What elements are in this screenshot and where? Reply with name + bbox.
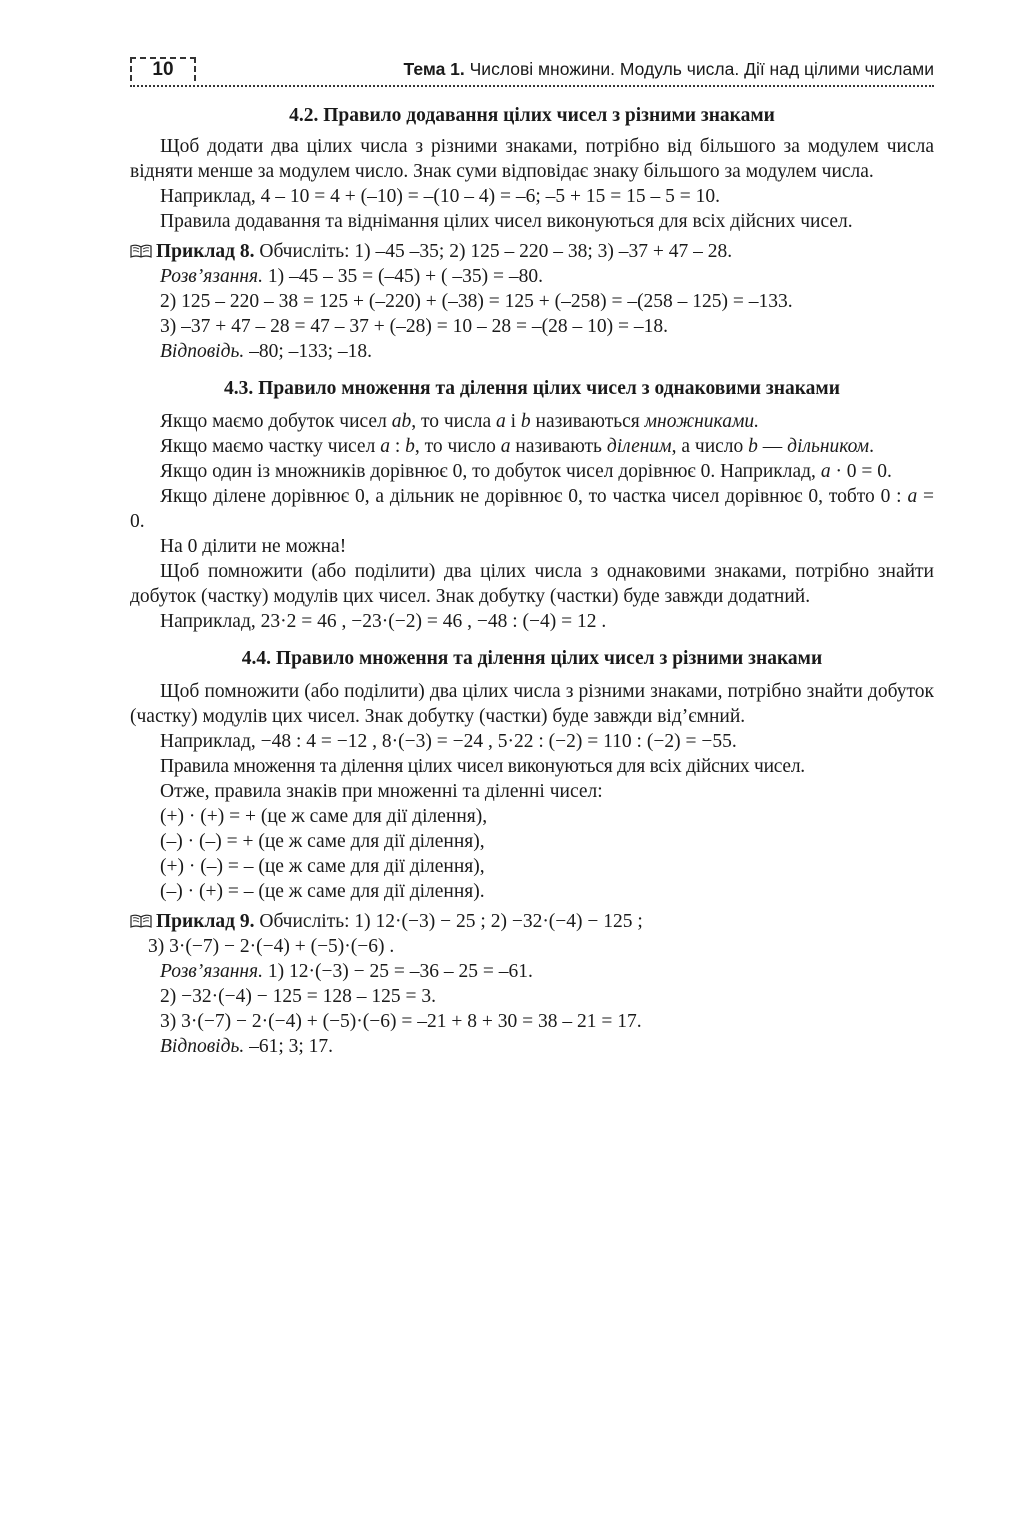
solution-step: 1) 12·(−3) − 25 = –36 – 25 = –61. [262, 961, 533, 982]
paragraph: Якщо маємо частку чисел a : b, то число a називають діленим, а число b — дільником. [160, 436, 874, 457]
page-number: 10 [130, 57, 196, 81]
paragraph: Наприклад, 4 – 10 = 4 + (–10) = –(10 – 4) = –6; –5 + 15 = 15 – 5 = 10. [160, 186, 721, 207]
example-9 [130, 909, 934, 1059]
paragraph: Якщо один із множників дорівнює 0, то добуток чисел дорівнює 0. Наприклад, a · 0 = 0. [160, 461, 892, 482]
section-4-4-title: 4.4. Правило множення та ділення цілих чисел з різними знаками [241, 648, 823, 669]
solution-step: 2) 125 – 220 – 38 = 125 + (–220) + (–38) = 125 + (–258) = –(258 – 125) = –133. [160, 291, 793, 312]
answer-label: Відповідь. [160, 341, 245, 362]
sign-rule: (–) · (–) = + (це ж саме для дії ділення), [160, 831, 485, 852]
solution-label: Розв’язання. [160, 266, 263, 287]
example-task: 3) 3·(−7) − 2·(−4) + (−5)·(−6) . [148, 936, 395, 957]
section-4-3-title: 4.3. Правило множення та ділення цілих чисел з однаковими знаками [224, 378, 840, 399]
open-book-icon [130, 914, 152, 928]
example-label: Приклад 8. [156, 241, 255, 262]
paragraph: Наприклад, −48 : 4 = −12 , 8·(−3) = −24 , 5·22 : (−2) = 110 : (−2) = −55. [160, 731, 737, 752]
paragraph: Щоб помножити (або поділити) два цілих числа з однаковими знаками, потрібно знайти добуток (частку) модулів цих чисел. Знак добутку (частки) буде завжди додатний. [130, 561, 934, 607]
example-task: Обчисліть: 1) –45 –35; 2) 125 – 220 – 38; 3) –37 + 47 – 28. [254, 241, 733, 262]
paragraph: Наприклад, 23·2 = 46 , −23·(−2) = 46 , −48 : (−4) = 12 . [160, 611, 607, 632]
example-task: Обчисліть: 1) 12·(−3) − 25 ; 2) −32·(−4) − 125 ; [254, 911, 643, 932]
solution-step: 3) 3·(−7) − 2·(−4) + (−5)·(−6) = –21 + 8 + 30 = 38 – 21 = 17. [160, 1011, 642, 1032]
paragraph: Якщо маємо добуток чисел ab, то числа a і b називаються множниками. [160, 411, 760, 432]
solution-step: 3) –37 + 47 – 28 = 47 – 37 + (–28) = 10 – 28 = –(28 – 10) = –18. [160, 316, 668, 337]
paragraph: Правила множення та ділення цілих чисел виконуються для всіх дійсних чисел. [160, 756, 805, 777]
open-book-icon [130, 244, 152, 258]
answer-label: Відповідь. [160, 1036, 245, 1057]
topic-title: Числові множини. Модуль числа. Дії над цілими числами [469, 59, 934, 79]
paragraph: Щоб помножити (або поділити) два цілих числа з різними знаками, потрібно знайти добуток (частку) модулів цих чисел. Знак добутку (частки) буде завжди від’ємний. [130, 681, 934, 727]
paragraph: Отже, правила знаків при множенні та діленні чисел: [160, 781, 603, 802]
paragraph: Щоб додати два цілих числа з різними знаками, потрібно від більшого за модулем числа відняти менше за модулем число. Знак суми відповідає знаку більшого за модулем числа. [130, 136, 934, 182]
example-8 [130, 239, 934, 364]
page-header [130, 57, 934, 87]
sign-rule: (–) · (+) = – (це ж саме для дії ділення). [160, 881, 485, 902]
textbook-page [0, 57, 1010, 1516]
paragraph: Якщо ділене дорівнює 0, а дільник не дорівнює 0, то частка чисел дорівнює 0, тобто 0 : a = 0. [130, 486, 935, 532]
topic-label: Тема 1. [403, 59, 465, 79]
answer-value: –80; –133; –18. [244, 341, 373, 362]
solution-step: 1) –45 – 35 = (–45) + ( –35) = –80. [262, 266, 543, 287]
solution-label: Розв’язання. [160, 961, 263, 982]
sign-rule: (+) · (+) = + (це ж саме для дії ділення), [160, 806, 488, 827]
running-title [404, 57, 934, 81]
sign-rule: (+) · (–) = – (це ж саме для дії ділення), [160, 856, 485, 877]
section-4-2-title: 4.2. Правило додавання цілих чисел з різними знаками [289, 105, 775, 126]
answer-value: –61; 3; 17. [244, 1036, 334, 1057]
paragraph: На 0 ділити не можна! [160, 536, 347, 557]
solution-step: 2) −32·(−4) − 125 = 128 – 125 = 3. [160, 986, 436, 1007]
paragraph: Правила додавання та віднімання цілих чисел виконуються для всіх дійсних чисел. [160, 211, 853, 232]
example-label: Приклад 9. [156, 911, 255, 932]
